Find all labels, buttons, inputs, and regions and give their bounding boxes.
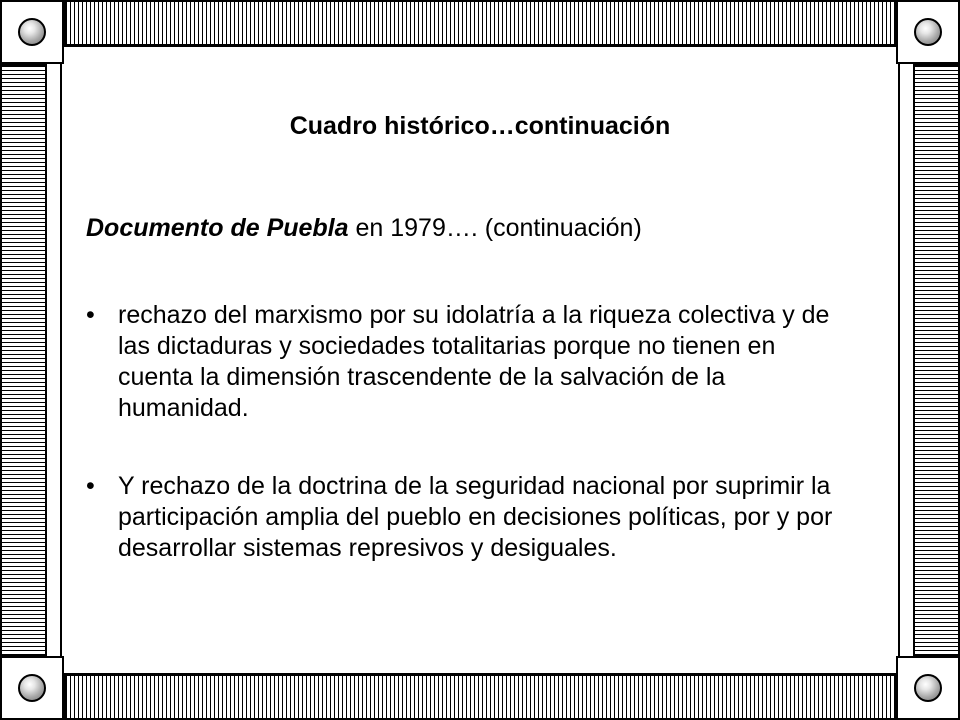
bullet-list [86, 300, 856, 611]
bullet-icon: • [86, 472, 95, 500]
border-top [64, 0, 896, 47]
knob-icon [914, 18, 942, 46]
bullet-text: Y rechazo de la doctrina de la seguridad nacional por suprimir la participación amplia del pueblo en decisiones políticas, por y por desarrollar sistemas represivos y desiguales. [118, 472, 833, 562]
subtitle-rest: en 1979…. (continuación) [348, 214, 642, 242]
bullet-item [86, 471, 856, 564]
knob-icon [18, 674, 46, 702]
border-bottom [64, 673, 896, 720]
bullet-icon: • [86, 301, 95, 329]
slide-subtitle [86, 214, 642, 243]
knob-icon [914, 674, 942, 702]
bullet-item [86, 300, 856, 424]
corner-bottom-right [896, 656, 960, 720]
bullet-text: rechazo del marxismo por su idolatría a la riqueza colectiva y de las dictaduras y sociedades totalitarias porque no tienen en cuenta la dimensión trascendente de la salvación de la humanidad. [118, 301, 830, 422]
corner-top-right [896, 0, 960, 64]
corner-top-left [0, 0, 64, 64]
slide-title: Cuadro histórico…continuación [289, 112, 671, 140]
border-left [0, 64, 47, 656]
knob-icon [18, 18, 46, 46]
subtitle-emphasis: Documento de Puebla [86, 214, 349, 242]
border-right [913, 64, 960, 656]
corner-bottom-left [0, 656, 64, 720]
